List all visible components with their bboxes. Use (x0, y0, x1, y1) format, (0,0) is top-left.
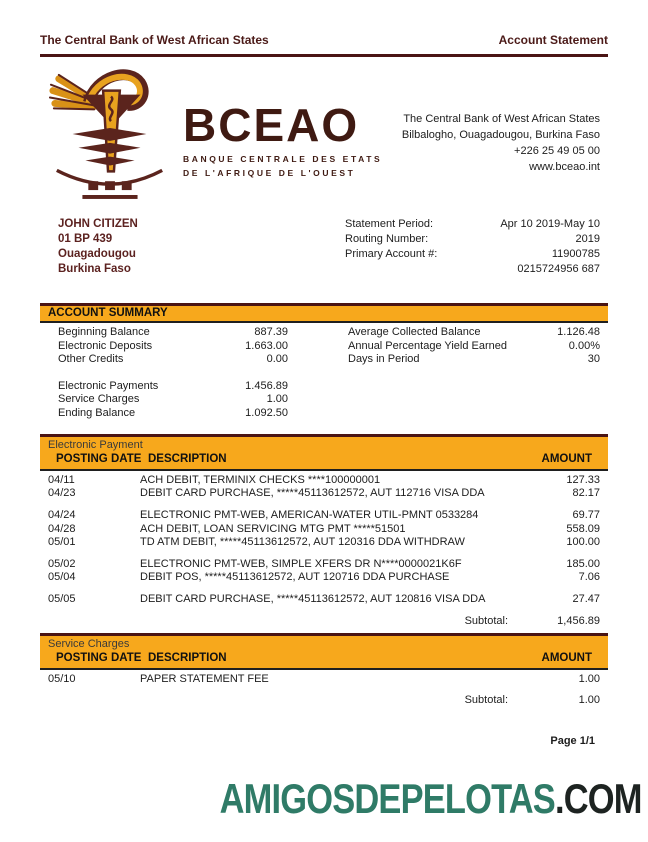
service-charges-title: Service Charges (48, 637, 130, 650)
bank-address-line: www.bceao.int (529, 161, 600, 173)
info-band (40, 217, 608, 277)
subtotal-amount: 1,456.89 (557, 614, 600, 627)
summary-row (58, 326, 288, 340)
logo-band (40, 61, 608, 203)
transaction-amount: 82.17 (572, 487, 600, 500)
transaction-amount: 558.09 (566, 522, 600, 535)
transaction-date: 05/04 (48, 571, 76, 584)
summary-row (348, 353, 600, 367)
transaction-date: 04/23 (48, 487, 76, 500)
transaction-date: 05/10 (48, 672, 76, 685)
statement-info-row-value: 11900785 (551, 248, 600, 260)
transaction-amount: 185.00 (566, 558, 600, 571)
transaction-description: DEBIT CARD PURCHASE, *****45113612572, AUT 120816 VISA DDA (140, 593, 486, 606)
statement-info-row-label: Primary Account #: (345, 248, 438, 260)
brand-subtitle-line2: DE L'AFRIQUE DE L'OUEST (183, 168, 356, 178)
summary-row (348, 326, 600, 340)
transaction-row (40, 673, 608, 686)
summary-row (58, 407, 288, 421)
transaction-description: TD ATM DEBIT, *****45113612572, AUT 120316 DDA WITHDRAW (140, 535, 465, 548)
account-summary-section (40, 303, 608, 420)
brand-subtitle-line1: BANQUE CENTRALE DES ETATS (183, 154, 383, 164)
transaction-description: ACH DEBIT, LOAN SERVICING MTG PMT *****51501 (140, 522, 406, 535)
summary-row-value: 1.00 (266, 393, 288, 405)
transaction-date: 04/24 (48, 509, 76, 522)
transaction-description: DEBIT POS, *****45113612572, AUT 120716 DDA PURCHASE (140, 571, 450, 584)
service-charges-section (40, 633, 608, 707)
transaction-amount: 100.00 (566, 535, 600, 548)
statement-info-row-value: Apr 10 2019-May 10 (500, 218, 600, 230)
service-charges-subtotal-row (40, 694, 608, 707)
column-amount: AMOUNT (541, 651, 592, 664)
bank-address-line: The Central Bank of West African States (403, 113, 600, 125)
transaction-date: 05/05 (48, 593, 76, 606)
statement-info-row-value: 2019 (575, 233, 600, 245)
transaction-date: 05/02 (48, 558, 76, 571)
column-posting-date: POSTING DATE (56, 651, 142, 664)
statement-info-row (345, 247, 600, 262)
transaction-description: ELECTRONIC PMT-WEB, AMERICAN-WATER UTIL-PMNT 0533284 (140, 509, 479, 522)
page-number: Page 1/1 (550, 734, 595, 747)
summary-row-label: Average Collected Balance (348, 326, 481, 338)
account-summary-header (40, 303, 608, 323)
transaction-amount: 7.06 (578, 571, 600, 584)
statement-info-row (345, 262, 600, 277)
summary-row-label: Service Charges (58, 393, 140, 405)
transaction-row (40, 558, 608, 571)
watermark-suffix: .COM (555, 775, 642, 822)
subtotal-label: Subtotal: (464, 693, 508, 706)
transaction-row (40, 474, 608, 487)
watermark (220, 775, 642, 823)
transaction-row (40, 523, 608, 536)
column-description: DESCRIPTION (148, 453, 227, 465)
service-charges-rows (40, 670, 608, 686)
electronic-payment-rows (40, 471, 608, 607)
summary-row-label: Days in Period (348, 353, 420, 365)
transaction-date: 05/01 (48, 535, 76, 548)
electronic-payment-section (40, 434, 608, 628)
statement-info-row-label: Routing Number: (345, 233, 429, 245)
transaction-date: 04/28 (48, 522, 76, 535)
statement-info-row-label: Statement Period: (345, 218, 434, 230)
document-header (40, 33, 608, 57)
statement-info (345, 217, 608, 277)
summary-row-value: 1.092.50 (245, 406, 288, 419)
statement-info-row (345, 217, 600, 232)
summary-row-label: Ending Balance (58, 406, 136, 419)
header-document-title: Account Statement (498, 33, 608, 47)
transaction-description: ACH DEBIT, TERMINIX CHECKS ****100000001 (140, 474, 381, 486)
summary-row-label: Beginning Balance (58, 326, 150, 338)
summary-row (58, 340, 288, 354)
subtotal-amount: 1.00 (578, 693, 600, 706)
transaction-amount: 127.33 (566, 474, 600, 486)
transaction-description: PAPER STATEMENT FEE (140, 672, 269, 685)
summary-row-value: 1.456.89 (245, 379, 288, 392)
account-summary-title: ACCOUNT SUMMARY (48, 307, 168, 319)
column-description: DESCRIPTION (148, 651, 227, 664)
customer-address-line: JOHN CITIZEN (58, 218, 138, 230)
summary-row-label: Annual Percentage Yield Earned (348, 339, 508, 352)
statement-info-row (345, 232, 600, 247)
transaction-row (40, 593, 608, 606)
service-charges-header (40, 633, 608, 670)
summary-row (58, 393, 288, 407)
bceao-sawfish-logo-icon (45, 61, 173, 201)
customer-address-line: Ouagadougou (58, 248, 136, 260)
header-bank-name: The Central Bank of West African States (40, 33, 269, 47)
transaction-row (40, 509, 608, 522)
electronic-payment-title: Electronic Payment (48, 439, 143, 451)
summary-row-value: 0.00 (266, 353, 288, 365)
customer-address-line: 01 BP 439 (58, 233, 113, 245)
summary-row-label: Electronic Payments (58, 379, 159, 392)
transaction-row (40, 487, 608, 500)
summary-row (58, 353, 288, 367)
watermark-main: AMIGOSDEPELOTAS (220, 775, 556, 822)
summary-left-column (58, 326, 288, 367)
customer-address-line: Burkina Faso (58, 263, 131, 275)
brand-wordmark: BCEAO (183, 99, 360, 151)
customer-address (58, 217, 138, 277)
summary-row-value: 1.126.48 (557, 326, 600, 338)
transaction-row (40, 536, 608, 549)
statement-info-row-value: 0215724956 687 (517, 263, 600, 275)
summary-row-label: Other Credits (58, 353, 124, 365)
summary-row-value: 887.39 (254, 326, 288, 338)
summary-row-label: Electronic Deposits (58, 339, 153, 352)
brand-subtitle (183, 152, 382, 180)
summary-totals-column (58, 380, 288, 421)
transaction-amount: 27.47 (572, 593, 600, 606)
brand-wordmark-block (183, 61, 382, 203)
transaction-amount: 1.00 (578, 672, 600, 685)
bank-address-line: +226 25 49 05 00 (514, 145, 600, 157)
transaction-date: 04/11 (48, 474, 75, 486)
subtotal-label: Subtotal: (464, 614, 508, 627)
bank-address (402, 61, 608, 203)
summary-row (348, 340, 600, 354)
bank-address-line: Bilbalogho, Ouagadougou, Burkina Faso (401, 129, 600, 141)
transaction-amount: 69.77 (572, 509, 600, 522)
transaction-row (40, 571, 608, 584)
electronic-payment-subtotal-row (40, 615, 608, 628)
column-posting-date: POSTING DATE (56, 453, 142, 465)
electronic-payment-header (40, 434, 608, 471)
column-amount: AMOUNT (541, 453, 592, 465)
transaction-description: DEBIT CARD PURCHASE, *****45113612572, AUT 112716 VISA DDA (140, 487, 485, 500)
transaction-description: ELECTRONIC PMT-WEB, SIMPLE XFERS DR N****0000021K6F (140, 558, 462, 571)
summary-row (58, 380, 288, 394)
summary-row-value: 0.00% (568, 339, 600, 352)
summary-row-value: 1.663.00 (245, 339, 288, 352)
summary-right-column (348, 326, 600, 367)
account-summary-body (40, 323, 608, 420)
summary-row-value: 30 (587, 353, 600, 365)
